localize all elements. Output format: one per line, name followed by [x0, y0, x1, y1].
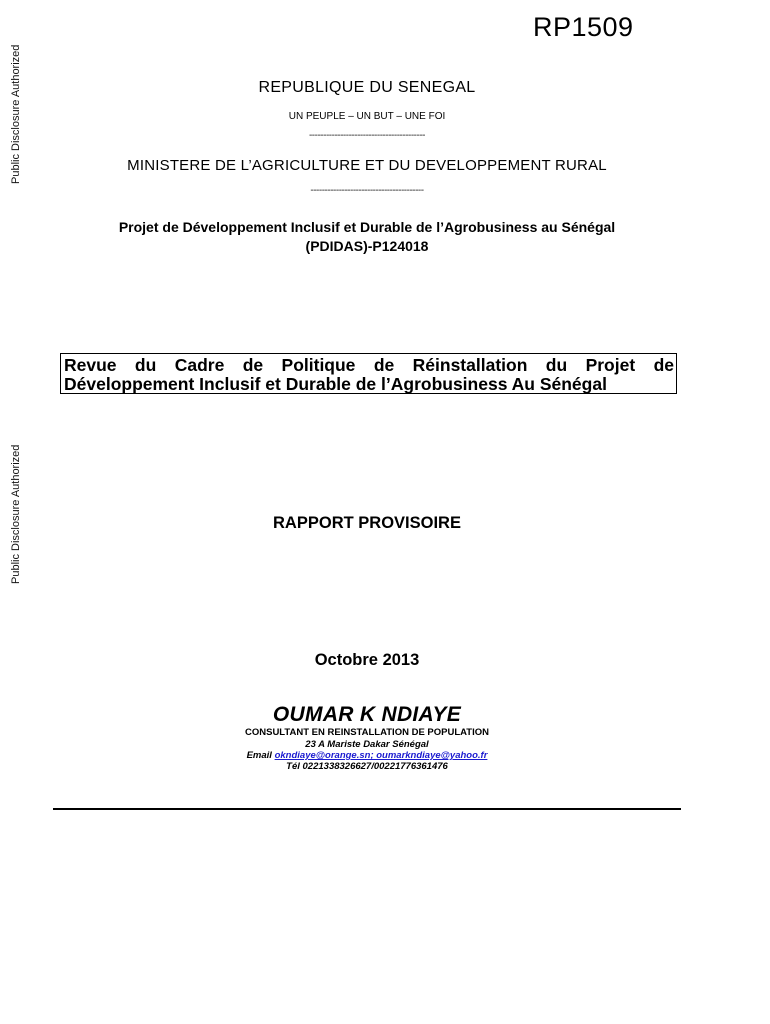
report-title-word: de: [653, 355, 674, 375]
report-date: Octobre 2013: [314, 651, 420, 669]
document-code: RP1509: [533, 12, 634, 42]
report-title-word: du: [134, 355, 157, 375]
author-email-line: [0, 750, 734, 761]
email-label: Email: [246, 750, 272, 761]
national-motto: UN PEUPLE – UN BUT – UNE FOI: [288, 111, 446, 122]
separator-line: -----------------------------------------: [308, 130, 426, 141]
project-title: [0, 218, 734, 256]
project-code-line: (PDIDAS)-P124018: [305, 238, 429, 254]
report-title-word: de: [373, 355, 395, 375]
author-role: CONSULTANT EN REINSTALLATION DE POPULATION: [245, 727, 489, 738]
project-title-line: Projet de Développement Inclusif et Durable de l’Agrobusiness au Sénégal: [118, 219, 616, 235]
bottom-rule: [53, 808, 681, 810]
report-title-word: du: [545, 355, 568, 375]
report-title-line: Développement Inclusif et Durable de l’Agrobusiness Au Sénégal: [64, 374, 607, 394]
report-title-word: Projet: [585, 355, 636, 375]
separator-line: ----------------------------------------: [310, 185, 424, 196]
public-disclosure-label-top: Public Disclosure Authorized: [10, 44, 22, 184]
email-link[interactable]: okndiaye@orange.sn; oumarkndiaye@yahoo.fr: [274, 750, 488, 761]
report-title-word: de: [242, 355, 264, 375]
report-title-box: [60, 353, 677, 394]
author-name: OUMAR K NDIAYE: [272, 703, 462, 726]
author-phone: Tél 0221338326627/00221776361476: [286, 761, 448, 772]
ministry-heading: MINISTERE DE L’AGRICULTURE ET DU DEVELOPPEMENT RURAL: [127, 157, 607, 174]
report-title-word: Réinstallation: [412, 355, 528, 375]
author-address: 23 A Mariste Dakar Sénégal: [305, 739, 429, 750]
public-disclosure-label-bottom: Public Disclosure Authorized: [10, 444, 22, 584]
report-type: RAPPORT PROVISOIRE: [273, 514, 461, 532]
report-title-word: Cadre: [174, 355, 225, 375]
report-title-line: [64, 356, 674, 375]
report-title-word: Revue: [64, 355, 117, 375]
republic-heading: REPUBLIQUE DU SENEGAL: [258, 79, 476, 96]
report-title-word: Politique: [281, 355, 356, 375]
